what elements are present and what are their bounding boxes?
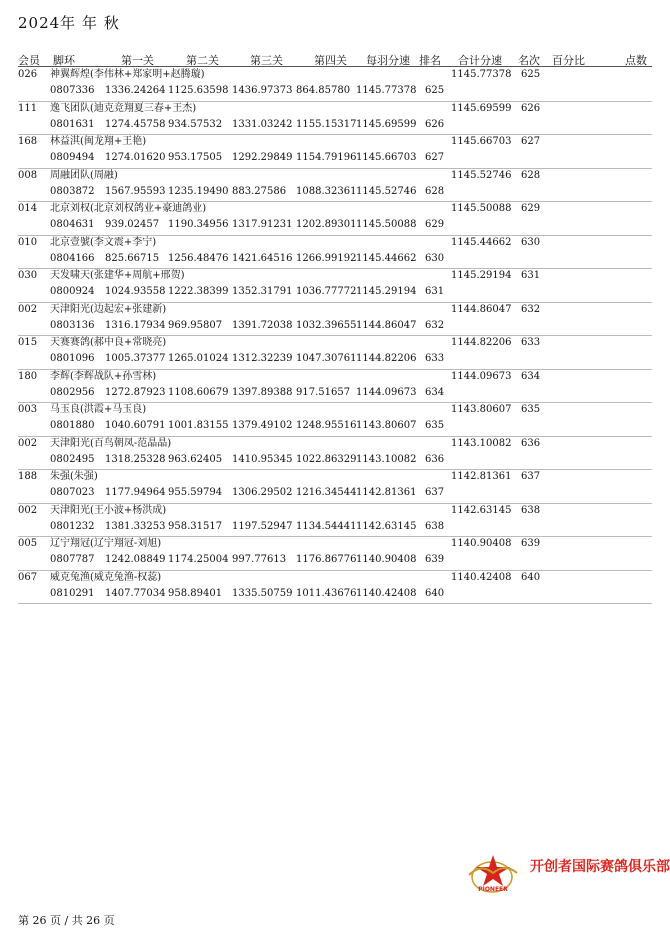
stage3-speed: 883.27586 [232,185,287,197]
stage4-speed: 1036.77772 [296,286,357,297]
member-id: 002 [18,437,38,449]
entrant-name: 神翼辉煌(李伟林+郑家明+赵腾璇) [50,69,205,80]
member-id: 002 [18,504,38,516]
stage4-speed: 1216.34544 [296,487,357,498]
result-entry [18,303,652,337]
stage4-speed: 1032.39655 [296,319,357,331]
stage3-speed: 1306.29502 [232,487,293,498]
result-entry [18,102,652,136]
member-id: 002 [18,303,38,315]
member-id: 008 [18,169,38,181]
col-stage2: 第二关 [186,54,219,67]
stage2-speed: 1125.63598 [168,85,229,96]
stage1-speed: 1040.60791 [105,420,166,431]
entrant-name: 逸飞团队(迪克竞翔夏三春+王杰) [50,102,197,114]
stage2-speed: 1001.83155 [168,420,229,431]
col-stage1: 第一关 [121,54,154,67]
entrant-name: 马玉良(洪霞+马玉良) [50,404,147,415]
per-bird-speed: 1145.52746 [356,185,417,197]
total-speed: 1145.29194 [451,270,512,281]
col-stage3: 第三关 [250,54,283,67]
rank: 640 [425,587,445,599]
rank: 637 [425,487,445,498]
ring-number: 0803872 [50,185,95,197]
stage3-speed: 1312.32239 [232,353,293,364]
place: 628 [521,169,541,181]
ring-number: 0801096 [50,353,95,364]
stage2-speed: 1265.01024 [168,353,229,364]
stage2-speed: 969.95807 [168,319,223,331]
member-id: 014 [18,203,38,214]
stage2-speed: 1174.25004 [168,554,229,565]
per-bird-speed: 1145.29194 [356,286,417,297]
entrant-name: 李辉(李辉战队+孙雪林) [50,370,157,382]
stage4-speed: 1047.30761 [296,353,357,364]
result-entry [18,537,652,571]
stage1-speed: 939.02457 [105,219,160,230]
stage4-speed: 864.85780 [296,85,351,96]
ring-number: 0801232 [50,520,95,532]
stage3-speed: 1397.89388 [232,386,293,398]
col-place: 名次 [518,54,540,67]
stage2-speed: 955.59794 [168,487,223,498]
ring-number: 0804631 [50,219,95,230]
result-entry [18,236,652,270]
total-speed: 1142.63145 [451,504,512,516]
ring-number: 0807787 [50,554,95,565]
stage3-speed: 1331.03242 [232,118,293,130]
ring-number: 0803136 [50,319,95,331]
stage1-speed: 1242.08849 [105,554,166,565]
rank: 633 [425,353,445,364]
result-entry [18,437,652,471]
total-speed: 1144.09673 [451,370,512,382]
stage3-speed: 1410.95345 [232,453,293,465]
stage2-speed: 1256.48476 [168,252,229,264]
total-speed: 1142.81361 [451,471,512,482]
rank: 625 [425,85,445,96]
member-id: 180 [18,370,38,382]
stage1-speed: 1316.17934 [105,319,166,331]
stage1-speed: 1407.77034 [105,587,166,599]
place: 636 [521,437,541,449]
entrant-name: 天津阳光(百鸟朝凤-范晶晶) [50,437,172,449]
per-bird-speed: 1145.44662 [356,252,417,264]
col-member: 会员 [18,54,40,67]
result-entry [18,504,652,538]
member-id: 005 [18,538,38,549]
stage1-speed: 1336.24264 [105,85,166,96]
per-bird-speed: 1145.69599 [356,118,417,130]
logo-text: PIONEER [478,886,508,893]
stage2-speed: 1190.34956 [168,219,229,230]
place: 640 [521,571,541,583]
entrant-name: 天赛赛鸽(郝中良+常晓亮) [50,337,167,348]
col-rank: 排名 [419,54,441,67]
stage4-speed: 917.51657 [296,386,351,398]
entrant-name: 北京壹號(李文震+李宁) [50,236,157,248]
result-entry [18,571,652,605]
club-name: 开创者国际赛鸽俱乐部 [530,859,670,875]
stage4-speed: 1176.86776 [296,554,357,565]
total-speed: 1144.82206 [451,337,512,348]
col-points: 点数 [625,54,647,67]
total-speed: 1143.10082 [451,437,512,449]
place: 629 [521,203,541,214]
rank: 636 [425,453,445,465]
place: 635 [521,404,541,415]
entrant-name: 林益淇(闽龙翔+王艳) [50,136,147,147]
col-stage4: 第四关 [314,54,347,67]
stage4-speed: 1155.15317 [296,118,357,130]
member-id: 111 [18,102,38,114]
stage1-speed: 1318.25328 [105,453,166,465]
per-bird-speed: 1145.66703 [356,152,417,163]
stage3-speed: 1391.72038 [232,319,293,331]
stage3-speed: 1197.52947 [232,520,293,532]
entrant-name: 朱强(朱强) [50,471,98,482]
result-entry [18,68,652,102]
rank: 638 [425,520,445,532]
per-bird-speed: 1140.90408 [356,554,417,565]
stage1-speed: 1272.87923 [105,386,166,398]
result-entry [18,202,652,236]
stage3-speed: 1317.91231 [232,219,293,230]
rank: 627 [425,152,445,163]
stage1-speed: 1024.93558 [105,286,166,297]
member-id: 067 [18,571,38,583]
result-entry [18,370,652,404]
per-bird-speed: 1143.80607 [356,420,417,431]
stage2-speed: 958.89401 [168,587,223,599]
rank: 626 [425,118,445,130]
rank: 631 [425,286,445,297]
total-speed: 1145.77378 [451,69,512,80]
rank: 630 [425,252,445,264]
stage1-speed: 1274.45758 [105,118,166,130]
stage1-speed: 1381.33253 [105,520,166,532]
total-speed: 1145.66703 [451,136,512,147]
member-id: 010 [18,236,38,248]
entrant-name: 周融团队(周融) [50,169,118,181]
page-title: 2024年 年 秋 [18,14,120,32]
stage4-speed: 1154.79196 [296,152,357,163]
member-id: 030 [18,270,38,281]
stage3-speed: 1421.64516 [232,252,293,264]
place: 625 [521,69,541,80]
per-bird-speed: 1144.86047 [356,319,417,331]
ring-number: 0807336 [50,85,95,96]
place: 637 [521,471,541,482]
member-id: 026 [18,69,38,80]
stage2-speed: 1222.38399 [168,286,229,297]
result-entry [18,336,652,370]
results-list [18,68,652,604]
stage3-speed: 1335.50759 [232,587,293,599]
ring-number: 0801880 [50,420,95,431]
rank: 632 [425,319,445,331]
stage4-speed: 1088.32361 [296,185,357,197]
result-entry [18,135,652,169]
total-speed: 1140.90408 [451,538,512,549]
stage3-speed: 1292.29849 [232,152,293,163]
place: 638 [521,504,541,516]
total-speed: 1145.52746 [451,169,512,181]
rank: 628 [425,185,445,197]
place: 633 [521,337,541,348]
per-bird-speed: 1142.81361 [356,487,417,498]
stage4-speed: 1266.99192 [296,252,357,264]
stage2-speed: 1108.60679 [168,386,229,398]
ring-number: 0809494 [50,152,95,163]
per-bird-speed: 1140.42408 [356,587,417,599]
stage2-speed: 963.62405 [168,453,223,465]
entrant-name: 北京刘权(北京刘权鸽业+豪迪鸽业) [50,203,207,214]
place: 630 [521,236,541,248]
stage4-speed: 1134.54441 [296,520,357,532]
rank: 629 [425,219,445,230]
club-logo-icon [463,853,523,895]
rank: 634 [425,386,445,398]
place: 634 [521,370,541,382]
col-percent: 百分比 [552,54,585,67]
entrant-name: 威克兔渔(威克兔渔-权蕊) [50,571,162,583]
ring-number: 0807023 [50,487,95,498]
member-id: 015 [18,337,38,348]
ring-number: 0801631 [50,118,95,130]
total-speed: 1140.42408 [451,571,512,583]
col-total-speed: 合计分速 [458,54,502,67]
stage3-speed: 1352.31791 [232,286,293,297]
place: 626 [521,102,541,114]
member-id: 188 [18,471,38,482]
per-bird-speed: 1144.82206 [356,353,417,364]
stage4-speed: 1202.89301 [296,219,357,230]
per-bird-speed: 1143.10082 [356,453,417,465]
stage4-speed: 1011.43676 [296,587,357,599]
entrant-name: 天津阳光(王小波+杨洪成) [50,504,167,516]
total-speed: 1145.50088 [451,203,512,214]
place: 627 [521,136,541,147]
stage1-speed: 1274.01620 [105,152,166,163]
entrant-name: 天发啸天(张建华+周航+邢贺) [50,270,185,281]
stage1-speed: 1177.94964 [105,487,166,498]
rank: 639 [425,554,445,565]
member-id: 168 [18,136,38,147]
stage3-speed: 1379.49102 [232,420,293,431]
total-speed: 1144.86047 [451,303,512,315]
place: 631 [521,270,541,281]
result-entry [18,169,652,203]
ring-number: 0802495 [50,453,95,465]
entrant-name: 天津阳光(边起宏+张建新) [50,303,167,315]
per-bird-speed: 1145.50088 [356,219,417,230]
stage4-speed: 1022.86329 [296,453,357,465]
per-bird-speed: 1145.77378 [356,85,417,96]
table-header [18,52,652,67]
stage2-speed: 953.17505 [168,152,223,163]
stage4-speed: 1248.95516 [296,420,357,431]
total-speed: 1145.44662 [451,236,512,248]
entrant-name: 辽宁翔冠(辽宁翔冠-刘旭) [50,538,162,549]
result-entry [18,269,652,303]
stage1-speed: 825.66715 [105,252,160,264]
ring-number: 0804166 [50,252,95,264]
result-entry [18,403,652,437]
place: 632 [521,303,541,315]
stage2-speed: 934.57532 [168,118,223,130]
col-per-bird: 每羽分速 [366,54,410,67]
per-bird-speed: 1142.63145 [356,520,417,532]
stage1-speed: 1567.95593 [105,185,166,197]
place: 639 [521,538,541,549]
stage1-speed: 1005.37377 [105,353,166,364]
stage3-speed: 997.77613 [232,554,287,565]
stage2-speed: 1235.19490 [168,185,229,197]
rank: 635 [425,420,445,431]
per-bird-speed: 1144.09673 [356,386,417,398]
ring-number: 0810291 [50,587,95,599]
ring-number: 0800924 [50,286,95,297]
page-number: 第 26 页 / 共 26 页 [18,914,115,927]
total-speed: 1145.69599 [451,102,512,114]
stage2-speed: 958.31517 [168,520,223,532]
member-id: 003 [18,404,38,415]
result-entry [18,470,652,504]
stage3-speed: 1436.97373 [232,85,293,96]
total-speed: 1143.80607 [451,404,512,415]
ring-number: 0802956 [50,386,95,398]
col-ring: 脚环 [53,54,75,67]
